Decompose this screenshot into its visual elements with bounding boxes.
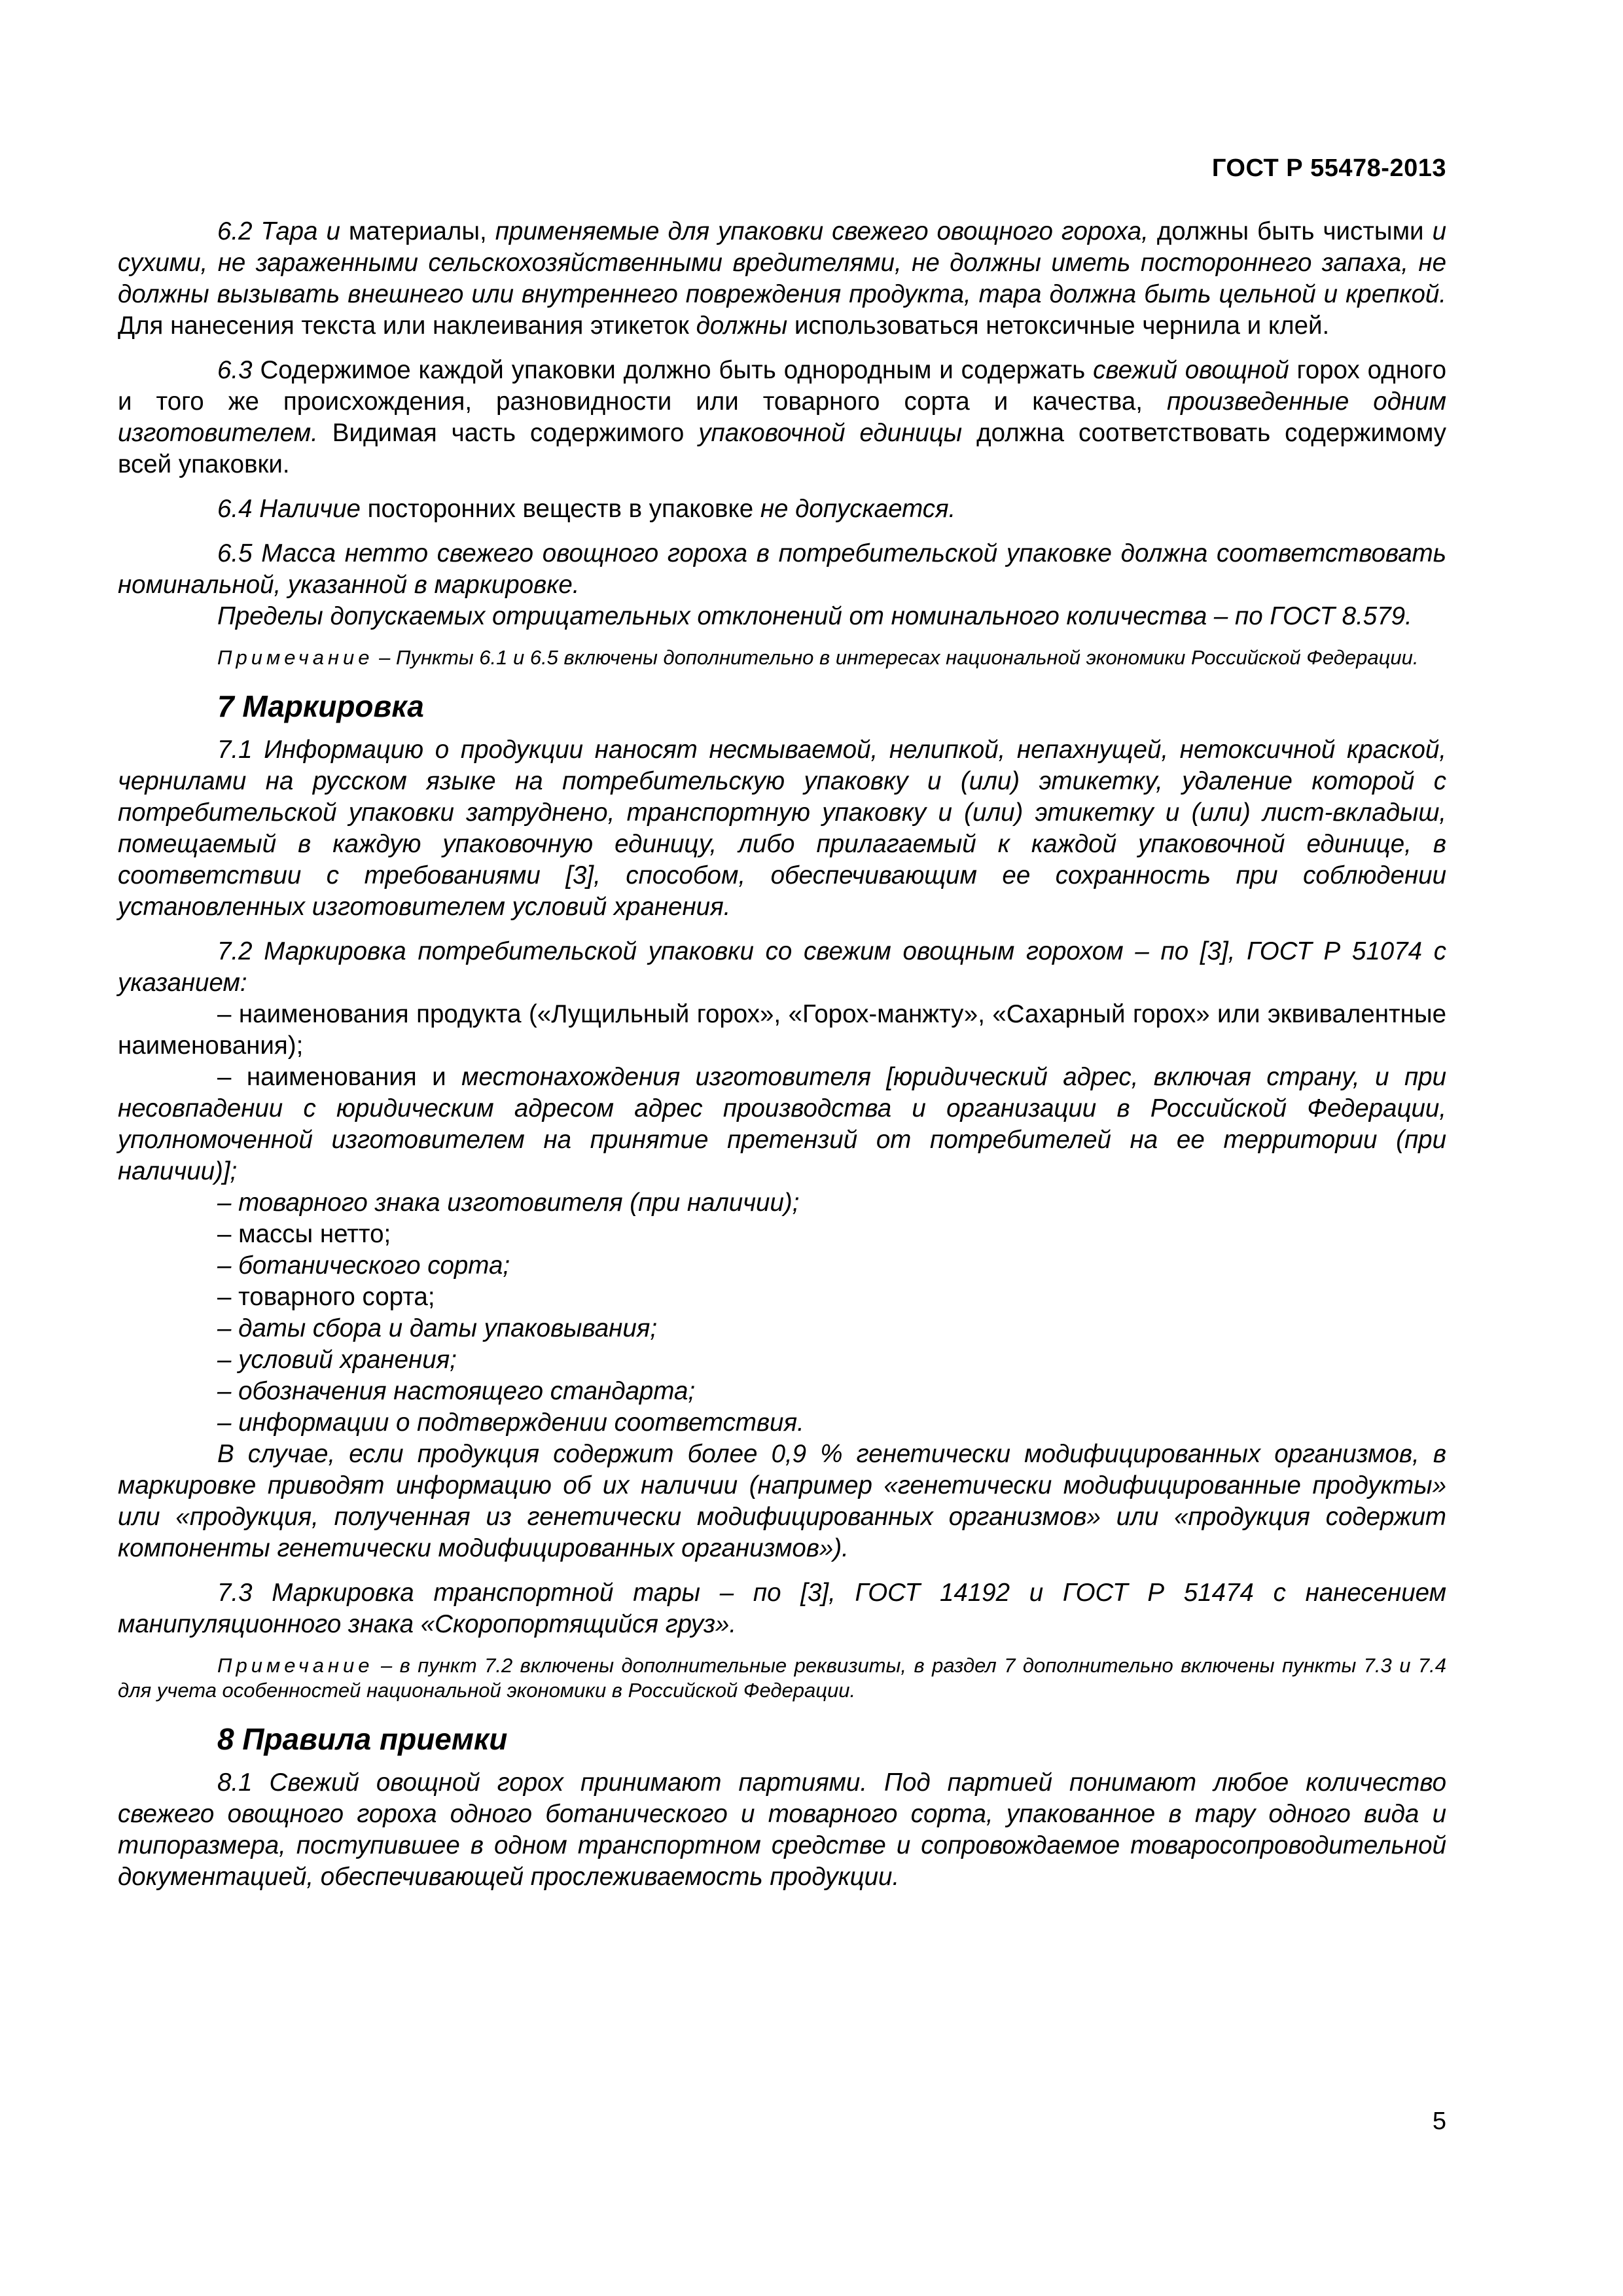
paragraph-gmo: В случае, если продукция содержит более 0,9 % генетически модифицированных организмов, в маркировке приводят информацию об их наличии (например «генетически модифицированные продукты» или «продукция, полученная из генетически модифицированных организмов» или «продукция содержит компоненты генетически модифицированных организмов»). bbox=[118, 1440, 1446, 1562]
paragraph-6-5: 6.5 Масса нетто свежего овощного гороха в потребительской упаковке должна соответствовать номинальной, указанной в маркировке. bbox=[118, 539, 1446, 599]
list-item: – информации о подтверждении соответствия. bbox=[217, 1408, 804, 1437]
paragraph-6-2: 6.2 Тара и материалы, применяемые для упаковки свежего овощного гороха, должны быть чистыми и сухими, не зараженными сельскохозяйственными вредителями, не должны иметь постороннего запаха, не должны вызывать внешнего или внутреннего повреждения продукта, тара должна быть цельной и крепкой. Для нанесения текста или наклеивания этикеток должны использоваться нетоксичные чернила и клей. bbox=[118, 217, 1446, 340]
paragraph-6-5-limits: Пределы допускаемых отрицательных отклонений от номинального количества – по ГОСТ 8.579. bbox=[217, 602, 1412, 630]
list-item: – обозначения настоящего стандарта; bbox=[217, 1377, 696, 1405]
document-body bbox=[118, 216, 1446, 1893]
paragraph-6-3: 6.3 Содержимое каждой упаковки должно быть однородным и содержать свежий овощной горох одного и того же происхождения, разновидности или товарного сорта и качества, произведенные одним изготовителем. Видимая часть содержимого упаковочной единицы должна соответствовать содержимому всей упаковки. bbox=[118, 356, 1447, 478]
list-item: – наименования и местонахождения изготовителя [юридический адрес, включая страну, и при несовпадении с юридическим адресом адрес производства и организации в Российской Федерации, уполномоченной изготовителем на принятие претензий от потребителей на ее территории (при наличии)]; bbox=[118, 1063, 1446, 1185]
list-item: – даты сбора и даты упаковывания; bbox=[217, 1314, 658, 1342]
paragraph-7-3: 7.3 Маркировка транспортной тары – по [3], ГОСТ 14192 и ГОСТ Р 51474 с нанесением манипуляционного знака «Скоропортящийся груз». bbox=[118, 1579, 1446, 1638]
note-2: Примечание – в пункт 7.2 включены дополнительные реквизиты, в раздел 7 дополнительно включены пункты 7.3 и 7.4 для учета особенностей национальной экономики в Российской Федерации. bbox=[118, 1654, 1446, 1702]
list-item: – ботанического сорта; bbox=[217, 1251, 510, 1280]
page-number: 5 bbox=[1432, 2108, 1446, 2135]
list-item: – условий хранения; bbox=[217, 1346, 457, 1374]
paragraph-7-1: 7.1 Информацию о продукции наносят несмываемой, нелипкой, непахнущей, нетоксичной краской, чернилами на русском языке на потребительскую упаковку и (или) этикетку, удаление которой с потребительской упаковки затруднено, транспортную упаковку и (или) этикетку и (или) лист-вкладыш, помещаемый в каждую упаковочную единицу, либо прилагаемый к каждой упаковочной единице, в соответствии с требованиями [3], способом, обеспечивающим ее сохранность при соблюдении установленных изготовителем условий хранения. bbox=[118, 736, 1446, 921]
list-item: – товарного знака изготовителя (при наличии); bbox=[217, 1189, 800, 1217]
list-item: – массы нетто; bbox=[217, 1220, 391, 1248]
paragraph-6-4: 6.4 Наличие посторонних веществ в упаковке не допускается. bbox=[217, 495, 956, 523]
paragraph-8-1: 8.1 Свежий овощной горох принимают партиями. Под партией понимают любое количество свежего овощного гороха одного ботанического и товарного сорта, упакованное в тару одного вида и типоразмера, поступившее в одном транспортном средстве и сопровождаемое товаросопроводительной документацией, обеспечивающей прослеживаемость продукции. bbox=[118, 1768, 1446, 1891]
list-item: – наименования продукта («Лущильный горох», «Горох-манжту», «Сахарный горох» или эквивалентные наименования); bbox=[118, 1000, 1446, 1060]
section-8-title: 8 Правила приемки bbox=[217, 1722, 508, 1756]
note-1: Примечание – Пункты 6.1 и 6.5 включены дополнительно в интересах национальной экономики Российской Федерации. bbox=[217, 646, 1419, 669]
list-item: – товарного сорта; bbox=[217, 1283, 435, 1311]
document-id: ГОСТ Р 55478-2013 bbox=[1211, 154, 1446, 182]
section-7-title: 7 Маркировка bbox=[217, 689, 424, 723]
paragraph-7-2: 7.2 Маркировка потребительской упаковки со свежим овощным горохом – по [3], ГОСТ Р 51074 с указанием: bbox=[118, 937, 1446, 997]
